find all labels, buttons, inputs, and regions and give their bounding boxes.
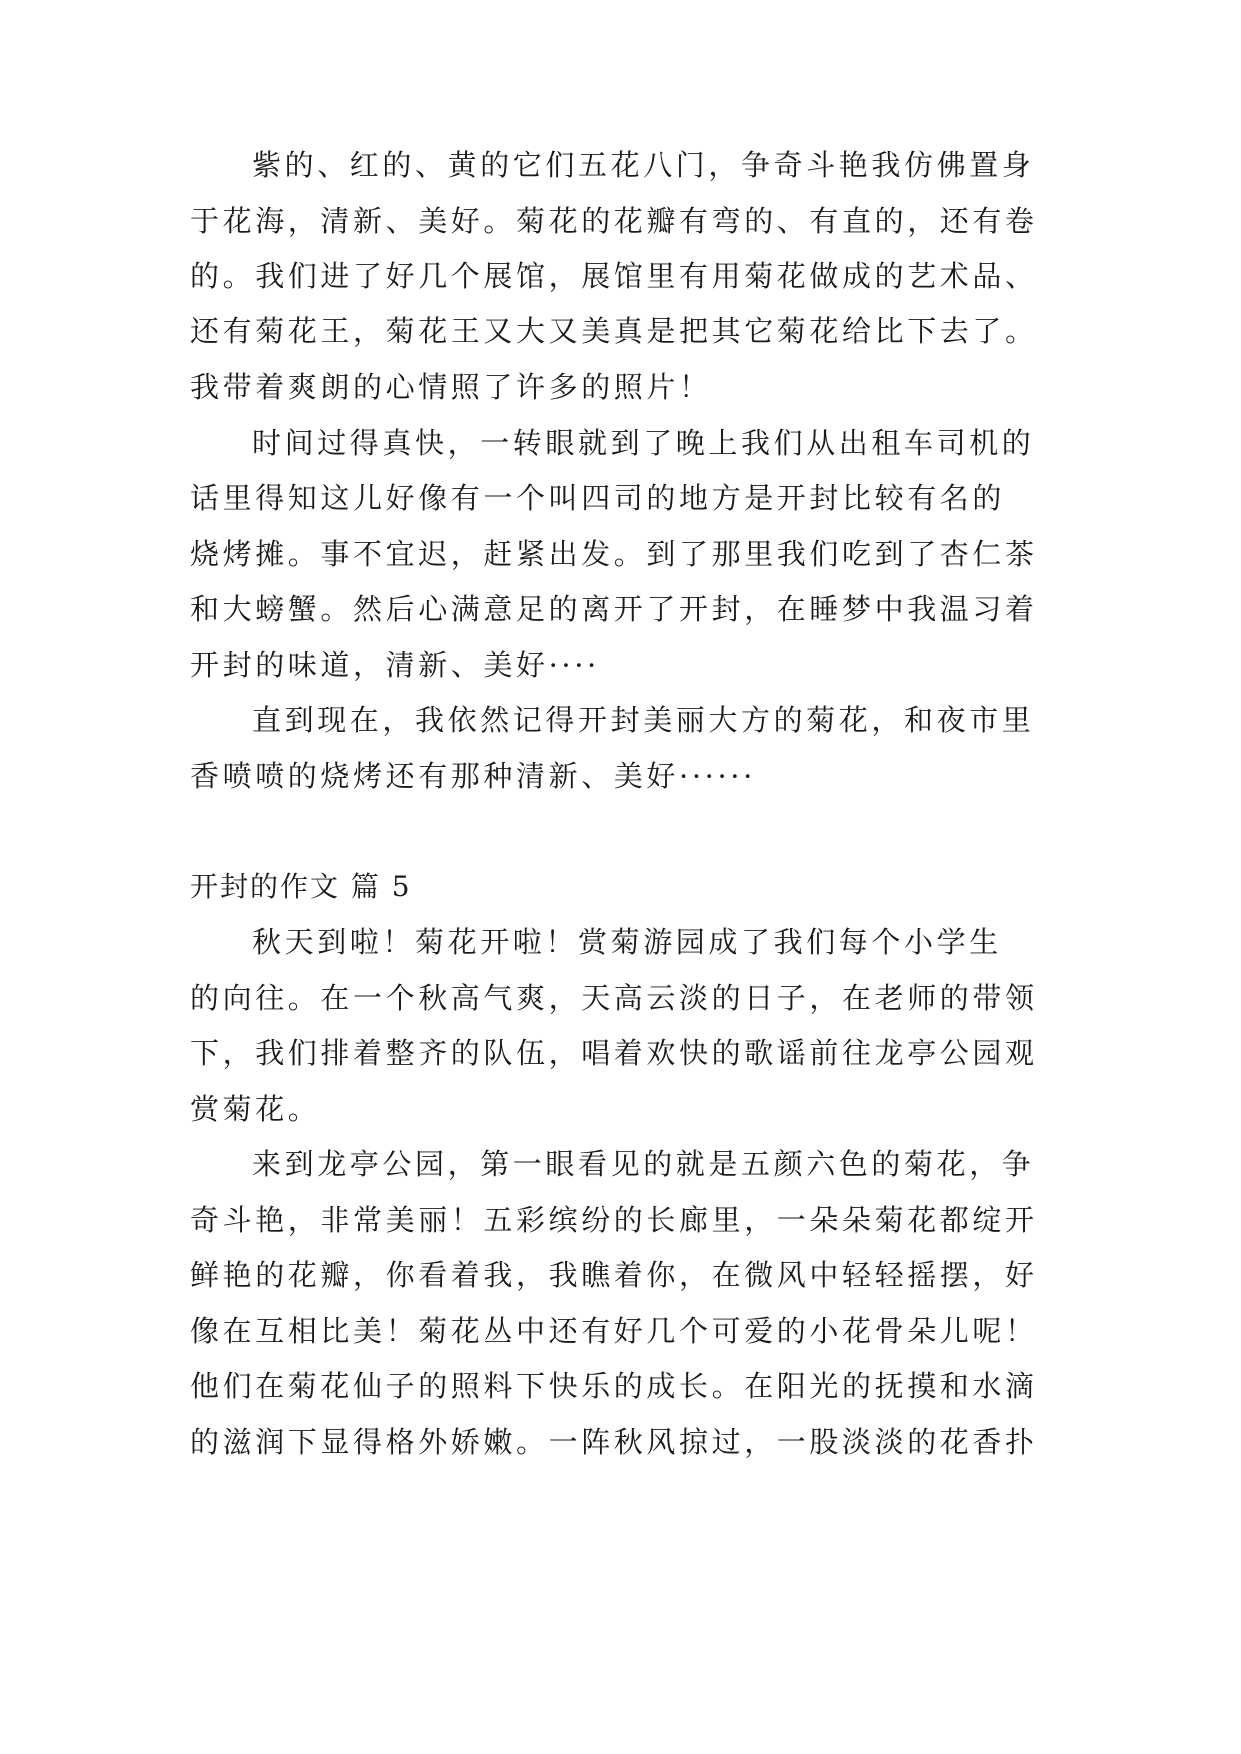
paragraph-line: 话里得知这儿好像有一个叫四司的地方是开封比较有名的 — [190, 481, 1006, 515]
paragraph-line: 鲜艳的花瓣，你看着我，我瞧着你，在微风中轻轻摇摆，好 — [190, 1258, 1038, 1292]
paragraph-line: 来到龙亭公园，第一眼看见的就是五颜六色的菊花，争 — [252, 1147, 1035, 1181]
paragraph-line: 直到现在，我依然记得开封美丽大方的菊花，和夜市里 — [252, 703, 1035, 737]
paragraph-line: 赏菊花。 — [190, 1092, 321, 1126]
paragraph-line: 时间过得真快，一转眼就到了晚上我们从出租车司机的 — [252, 426, 1035, 460]
paragraph-line: 紫的、红的、黄的它们五花八门，争奇斗艳我仿佛置身 — [252, 148, 1035, 182]
paragraph-line: 下，我们排着整齐的队伍，唱着欢快的歌谣前往龙亭公园观 — [190, 1036, 1038, 1070]
paragraph-line: 我带着爽朗的心情照了许多的照片！ — [190, 370, 712, 404]
paragraph-line: 的。我们进了好几个展馆，展馆里有用菊花做成的艺术品、 — [190, 259, 1038, 293]
paragraph-line: 于花海，清新、美好。菊花的花瓣有弯的、有直的，还有卷 — [190, 204, 1038, 238]
paragraph-line: 他们在菊花仙子的照料下快乐的成长。在阳光的抚摸和水滴 — [190, 1369, 1038, 1403]
paragraph-line: 还有菊花王，菊花王又大又美真是把其它菊花给比下去了。 — [190, 314, 1038, 348]
paragraph-line: 香喷喷的烧烤还有那种清新、美好······ — [190, 759, 756, 793]
paragraph-line: 秋天到啦！菊花开啦！赏菊游园成了我们每个小学生 — [252, 925, 1002, 959]
paragraph-line: 开封的味道，清新、美好···· — [190, 648, 600, 682]
paragraph-line: 的向往。在一个秋高气爽，天高云淡的日子，在老师的带领 — [190, 981, 1038, 1015]
section-heading: 开封的作文 篇 5 — [190, 870, 412, 903]
paragraph-line: 和大螃蟹。然后心满意足的离开了开封，在睡梦中我温习着 — [190, 592, 1038, 626]
paragraph-line: 奇斗艳，非常美丽！五彩缤纷的长廊里，一朵朵菊花都绽开 — [190, 1203, 1038, 1237]
paragraph-line: 像在互相比美！菊花丛中还有好几个可爱的小花骨朵儿呢！ — [190, 1314, 1038, 1348]
paragraph-line: 的滋润下显得格外娇嫩。一阵秋风掠过，一股淡淡的花香扑 — [190, 1425, 1038, 1459]
paragraph-line: 烧烤摊。事不宜迟，赶紧出发。到了那里我们吃到了杏仁茶 — [190, 537, 1038, 571]
